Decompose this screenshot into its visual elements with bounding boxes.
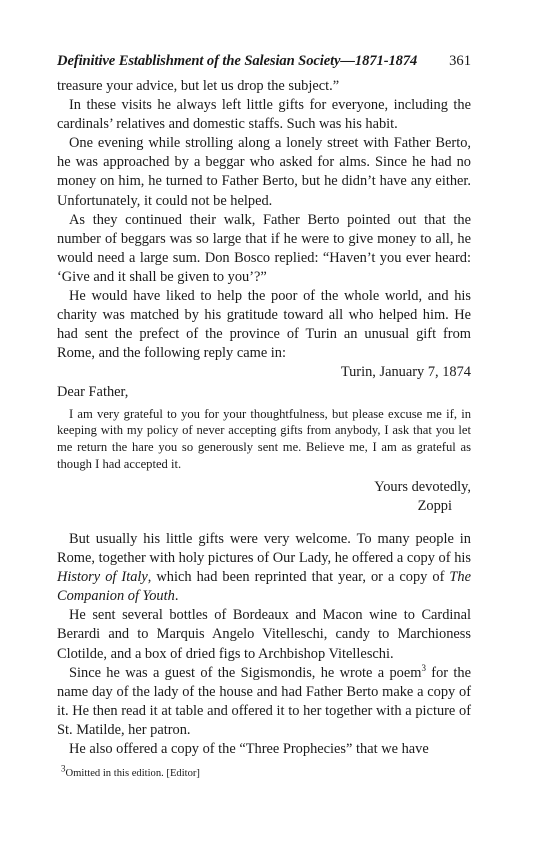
- paragraph: In these visits he always left little gifts for everyone, including the cardinals’ relatives and domestic staffs. Such was his habit.: [57, 97, 471, 133]
- book-title: History of Italy: [57, 569, 148, 586]
- running-head: [57, 52, 471, 70]
- paragraph: [57, 664, 471, 740]
- footnote-reference: 3: [421, 662, 426, 673]
- text-run: .: [174, 588, 179, 605]
- text-run: , which had been reprinted that year, or a copy of: [147, 569, 450, 586]
- letter-closing: Yours devotedly,: [374, 478, 471, 495]
- paragraph: He sent several bottles of Bordeaux and Macon wine to Cardinal Berardi and to Marquis Angelo Vitelleschi, candy to Marchioness Clotilde, and a box of dried figs to Archbishop Vitelleschi.: [57, 607, 471, 662]
- body-text: [57, 77, 471, 363]
- paragraph: [57, 530, 471, 606]
- paragraph: As they continued their walk, Father Berto pointed out that the number of beggars was so large that if he were to give money to all, he would need a large sum. Don Bosco replied: “Haven’t you ever heard: ‘Give and it shall be given to you’?”: [57, 211, 471, 285]
- footnote-marker: 3: [61, 763, 66, 774]
- paragraph: He also offered a copy of the “Three Prophecies” that we have: [69, 741, 429, 757]
- letter-body: I am very grateful to you for your thoughtfulness, but please excuse me if, in keeping with my policy of never accepting gifts from anybody, I ask that you let me return the hare you so generously sent me. Believe me, I am as grateful as though I had accepted it.: [57, 406, 471, 471]
- page-number: 361: [449, 53, 471, 69]
- paragraph: He would have liked to help the poor of the whole world, and his charity was matched by his gratitude toward all who helped him. He had sent the prefect of the province of Turin an unusual gift from Rome, and the following reply came in:: [57, 288, 471, 362]
- book-title: The Companion of Youth: [57, 569, 471, 605]
- letter-salutation: Dear Father,: [57, 383, 129, 400]
- text-run: Since he was a guest of the Sigismondis, he wrote a poem: [69, 664, 422, 681]
- footnote: [57, 763, 471, 781]
- letter-signature: Zoppi: [417, 497, 452, 514]
- text-run: But usually his little gifts were very welcome. To many people in Rome, together with holy pictures of Our Lady, he offered a copy of his: [57, 530, 471, 567]
- paragraph: treasure your advice, but let us drop the subject.”: [57, 78, 340, 94]
- letter-dateline: Turin, January 7, 1874: [340, 364, 471, 381]
- text-run: for the name day of the lady of the house and had Father Berto make a copy of it. He then read it at table and offered it to her together with a picture of St. Matilde, her patron.: [57, 664, 471, 738]
- chapter-title: Definitive Establishment of the Salesian Society—1871-1874: [57, 53, 418, 69]
- quoted-letter: [57, 363, 471, 516]
- body-text-continued: [57, 530, 471, 759]
- book-page: [57, 52, 471, 781]
- paragraph: One evening while strolling along a lonely street with Father Berto, he was approached by a beggar who asked for alms. Since he had no money on him, he turned to Father Berto, but he didn’t have any either. Unfortunately, it could not be helped.: [57, 135, 471, 209]
- footnote-text: Omitted in this edition. [Editor]: [65, 768, 200, 780]
